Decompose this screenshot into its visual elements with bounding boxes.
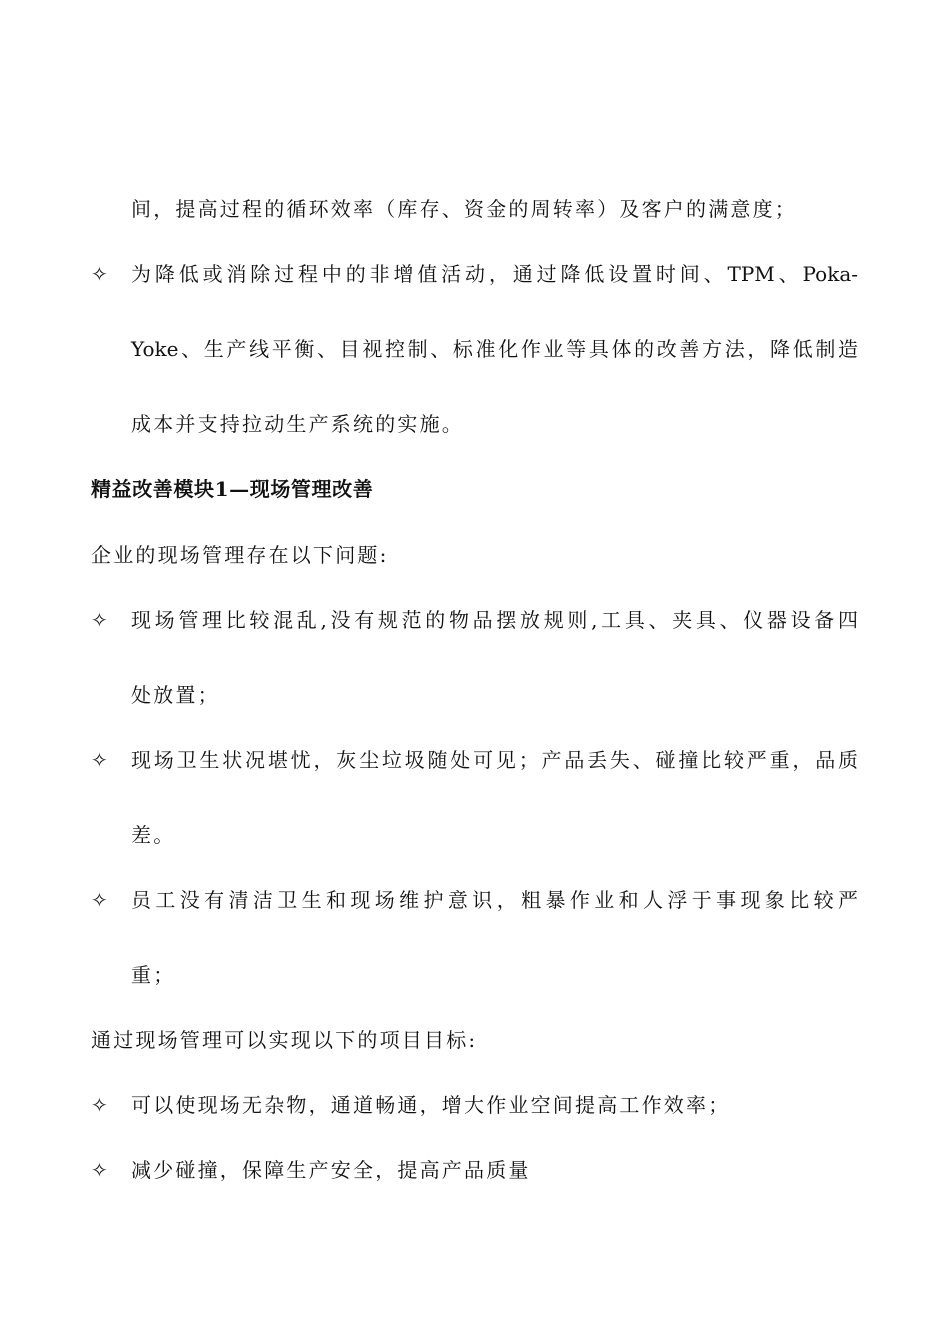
problems-intro: 企业的现场管理存在以下问题: (91, 543, 389, 567)
problem-2-line-1: 现场卫生状况堪忧，灰尘垃圾随处可见；产品丢失、碰撞比较严重，品质 (131, 748, 858, 772)
bullet-1-line-3: 成本并支持拉动生产系统的实施。 (131, 412, 464, 436)
bullet-diamond-icon: ✧ (91, 608, 108, 632)
problem-1-line-1: 现场管理比较混乱,没有规范的物品摆放规则,工具、夹具、仪器设备四 (131, 608, 858, 632)
bullet-1-line-2: Yoke、生产线平衡、目视控制、标准化作业等具体的改善方法，降低制造 (131, 337, 858, 361)
bullet-diamond-icon: ✧ (91, 1158, 108, 1182)
goals-intro: 通过现场管理可以实现以下的项目目标: (91, 1028, 478, 1052)
bullet-diamond-icon: ✧ (91, 1093, 108, 1117)
goal-2: 减少碰撞，保障生产安全，提高产品质量 (131, 1158, 531, 1182)
bullet-diamond-icon: ✧ (91, 262, 108, 286)
goal-1: 可以使现场无杂物，通道畅通，增大作业空间提高工作效率； (131, 1093, 731, 1117)
problem-3-line-2: 重； (131, 963, 176, 987)
section-heading: 精益改善模块1—现场管理改善 (91, 477, 374, 501)
bullet-diamond-icon: ✧ (91, 748, 108, 772)
continuation-line: 间，提高过程的循环效率（库存、资金的周转率）及客户的满意度； (131, 197, 797, 221)
bullet-diamond-icon: ✧ (91, 888, 108, 912)
problem-3-line-1: 员工没有清洁卫生和现场维护意识，粗暴作业和人浮于事现象比较严 (131, 888, 858, 912)
bullet-1-line-1: 为降低或消除过程中的非增值活动，通过降低设置时间、TPM、Poka- (131, 262, 858, 286)
problem-2-line-2: 差。 (131, 823, 176, 847)
problem-1-line-2: 处放置； (131, 683, 220, 707)
